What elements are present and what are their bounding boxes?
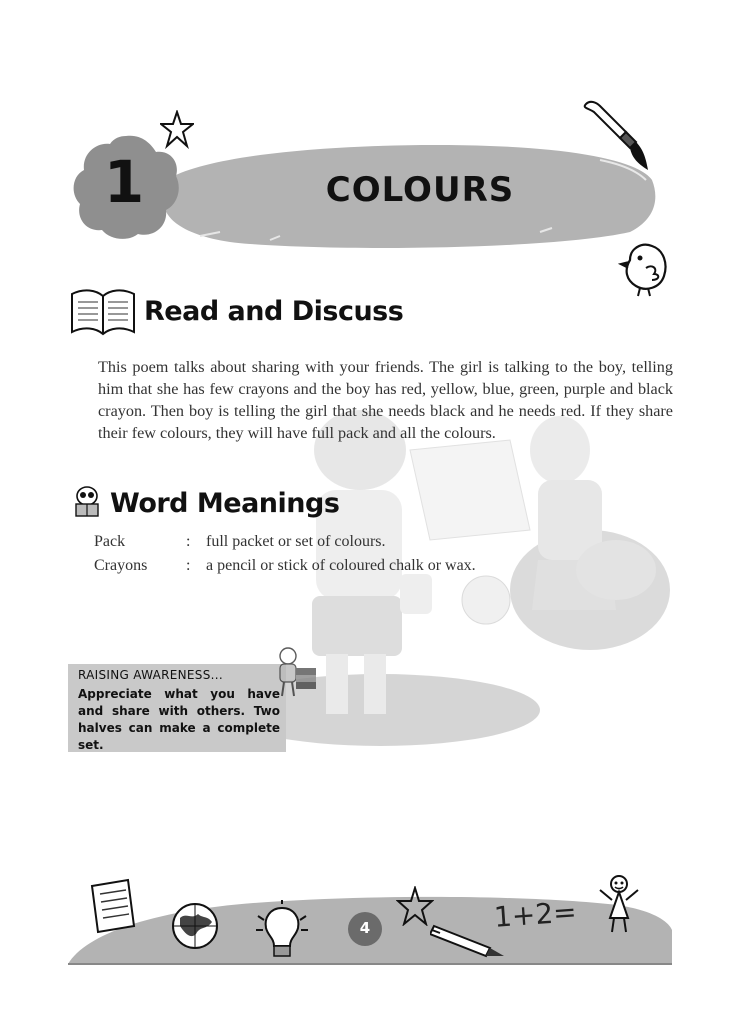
star-footer-icon xyxy=(396,886,434,926)
chick-icon xyxy=(616,238,672,298)
paintbrush-icon xyxy=(580,98,654,174)
math-doodle-text: 1+2= xyxy=(492,895,578,934)
read-discuss-paragraph: This poem talks about sharing with your friends. The girl is talking to the boy, telling him that she has few crayons and the boy has red, yellow, blue, green, purple and black crayon. Then boy is telling the girl that she needs black and he needs red. If they share their few colours, they will have full pack and all the colours. xyxy=(98,358,673,442)
notepad-icon xyxy=(88,878,138,936)
word-meaning-row xyxy=(94,554,476,578)
awareness-title: RAISING AWARENESS... xyxy=(78,668,223,682)
stick-figure-icon xyxy=(596,874,642,936)
word-definition: a pencil or stick of coloured chalk or wax. xyxy=(206,557,476,574)
word-term: Pack xyxy=(94,533,126,550)
read-discuss-heading: Read and Discuss xyxy=(144,296,404,327)
word-meanings-heading: Word Meanings xyxy=(110,488,340,519)
page-number: 4 xyxy=(359,919,371,937)
word-definition: full packet or set of colours. xyxy=(206,533,386,550)
lightbulb-icon xyxy=(254,898,310,966)
chapter-title: COLOURS xyxy=(325,170,515,210)
open-book-icon xyxy=(68,282,138,340)
word-separator: : xyxy=(186,533,191,550)
owl-reading-icon xyxy=(70,484,104,520)
word-term: Crayons xyxy=(94,557,148,574)
star-doodle-icon xyxy=(160,110,194,150)
chapter-number: 1 xyxy=(103,148,145,216)
word-meanings-table xyxy=(94,530,476,578)
globe-icon xyxy=(170,900,220,952)
word-meaning-row xyxy=(94,530,476,554)
awareness-text: Appreciate what you have and share with others. Two halves can make a complete set. xyxy=(78,687,280,752)
word-separator: : xyxy=(186,557,191,574)
